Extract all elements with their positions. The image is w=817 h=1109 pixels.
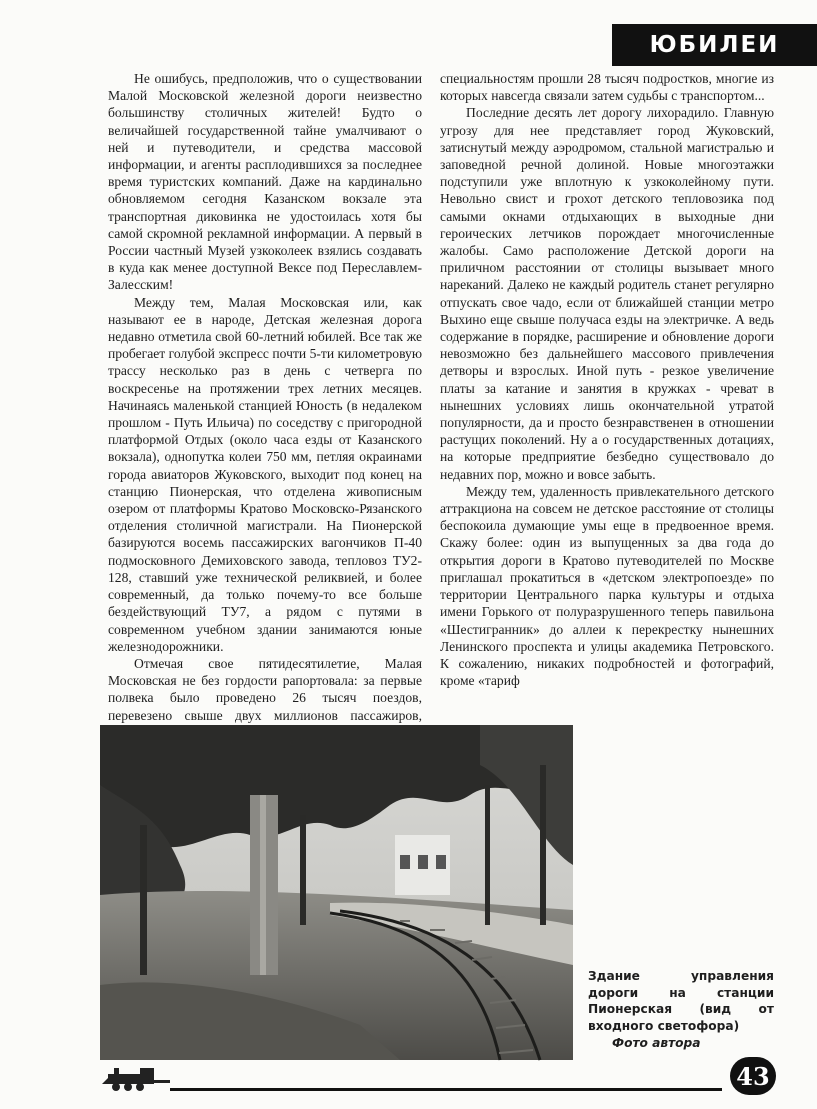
section-label bbox=[612, 24, 817, 66]
article-paragraph: Между тем, Малая Московская или, как называют ее в народе, Детская железная дорога недавно отметила свой 60-летний юбилей. Все так же пробегает голубой экспресс почти 5-ти километровую трассу несколько раз в день с четверга по воскресенье на протяжении трех летних месяцев. Начинаясь маленькой станцией Юность (в недалеком прошлом - Путь Ильича) по соседству с пригородной платформой Отдых (около часа езды от Казанского вокзала), однопутка колеи 750 мм, петляя окраинами города авиаторов Жуковского, выходит под конец на станцию Пионерская, что отделена живописным озером от платформы Кратово Московско-Рязанского отделения столичной магистрали. На Пионерской базируются восемь пассажирских вагончиков П-40 подмосковного Демиховского завода, тепловоз ТУ2-128, ставший уже технической реликвией, и более современный, да только почему-то все больше бездействующий ТУ7, а рядом с путями в современном учебном здании занимаются юные железнодорожники. bbox=[108, 294, 422, 654]
article-right-column bbox=[440, 70, 774, 710]
article-paragraph: Последние десять лет дорогу лихорадило. Главную угрозу для нее представляет город Жуковский, затиснутый между аэродромом, стальной магистралью и заповедной речной долиной. Новые многоэтажки подступили уже вплотную к узкоколейному пути. Невольно свист и грохот детского тепловозика под самыми окнами отдыхающих в выходные дни героических летчиков порождает многочисленные жалобы. Само расположение Детской дороги на приличном расстоянии от столицы вызывает много нареканий. Далеко не каждый родитель станет регулярно отпускать свое чадо, если от ближайшей станции метро Выхино еще свыше получаса езды на электричке. А ведь содержание в порядке, расширение и обновление дороги невозможно без дальнейшего массового привлечения детворы и взрослых. Иной путь - резкое увеличение платы за катание и занятия в кружках - чреват в нынешних условиях лишь окончательной утратой популярности, да и просто безнравственен в отношении растущих поколений. Ну а о государственных дотациях, на которые предприятие безбедно существовало до недавних пор, можно и вовсе забыть. bbox=[440, 105, 774, 482]
page-number-text: 43 bbox=[736, 1061, 770, 1091]
section-label-text: ЮБИЛЕИ bbox=[649, 32, 780, 58]
station-photo-illustration bbox=[100, 725, 573, 1060]
article-paragraph: специальностям прошли 28 тысяч подростков, многие из которых навсегда связали затем судьбы с транспортом... bbox=[440, 71, 774, 104]
page-number bbox=[730, 1057, 776, 1095]
photo-caption bbox=[588, 968, 774, 1034]
footer-rule bbox=[170, 1088, 722, 1091]
article-left-column bbox=[108, 70, 422, 723]
photo-caption-text: Здание управления дороги на станции Пионерская (вид от входного светофора) bbox=[588, 969, 774, 1033]
locomotive-icon bbox=[100, 1066, 170, 1097]
station-photo bbox=[100, 725, 573, 1060]
article-paragraph: Отмечая свое пятидесятилетие, Малая Московская не без гордости рапортовала: за первые полвека было проведено 26 тысяч поездов, перевезено свыше двух миллионов пассажиров, bbox=[108, 655, 422, 723]
article-paragraph: Между тем, удаленность привлекательного детского аттракциона на совсем не детское расстояние от столицы беспокоила думающие умы еще в предвоенное время. Скажу более: один из выпущенных за два года до открытия дороги в Кратово путеводителей по Москве приглашал прокатиться в «детском электропоезде» по территории Центрального парка культуры и отдыха имени Горького от полуразрушенного теперь павильона «Шестигранник» до аллеи к перекрестку нынешних Ленинского проспекта и улицы академика Петровского. К сожалению, никаких подробностей и фотографий, кроме «тариф bbox=[440, 483, 774, 689]
photo-credit: Фото автора bbox=[612, 1036, 701, 1050]
article-paragraph: Не ошибусь, предположив, что о существовании Малой Московской железной дороги неизвестно большинству столичных жителей! Будто о величайшей государственной тайне умалчивают о ней и путеводители, и средства массовой информации, и агенты расплодившихся за последнее время туристских компаний. Даже на кардинально обновляемом сегодня Казанском вокзале эта транспортная диковинка не удостоилась хотя бы самой скромной рекламной информации. А первый в России частный Музей узкоколеек взялись создавать в куда как менее доступной Вексе под Переславлем-Залесским! bbox=[108, 71, 422, 293]
